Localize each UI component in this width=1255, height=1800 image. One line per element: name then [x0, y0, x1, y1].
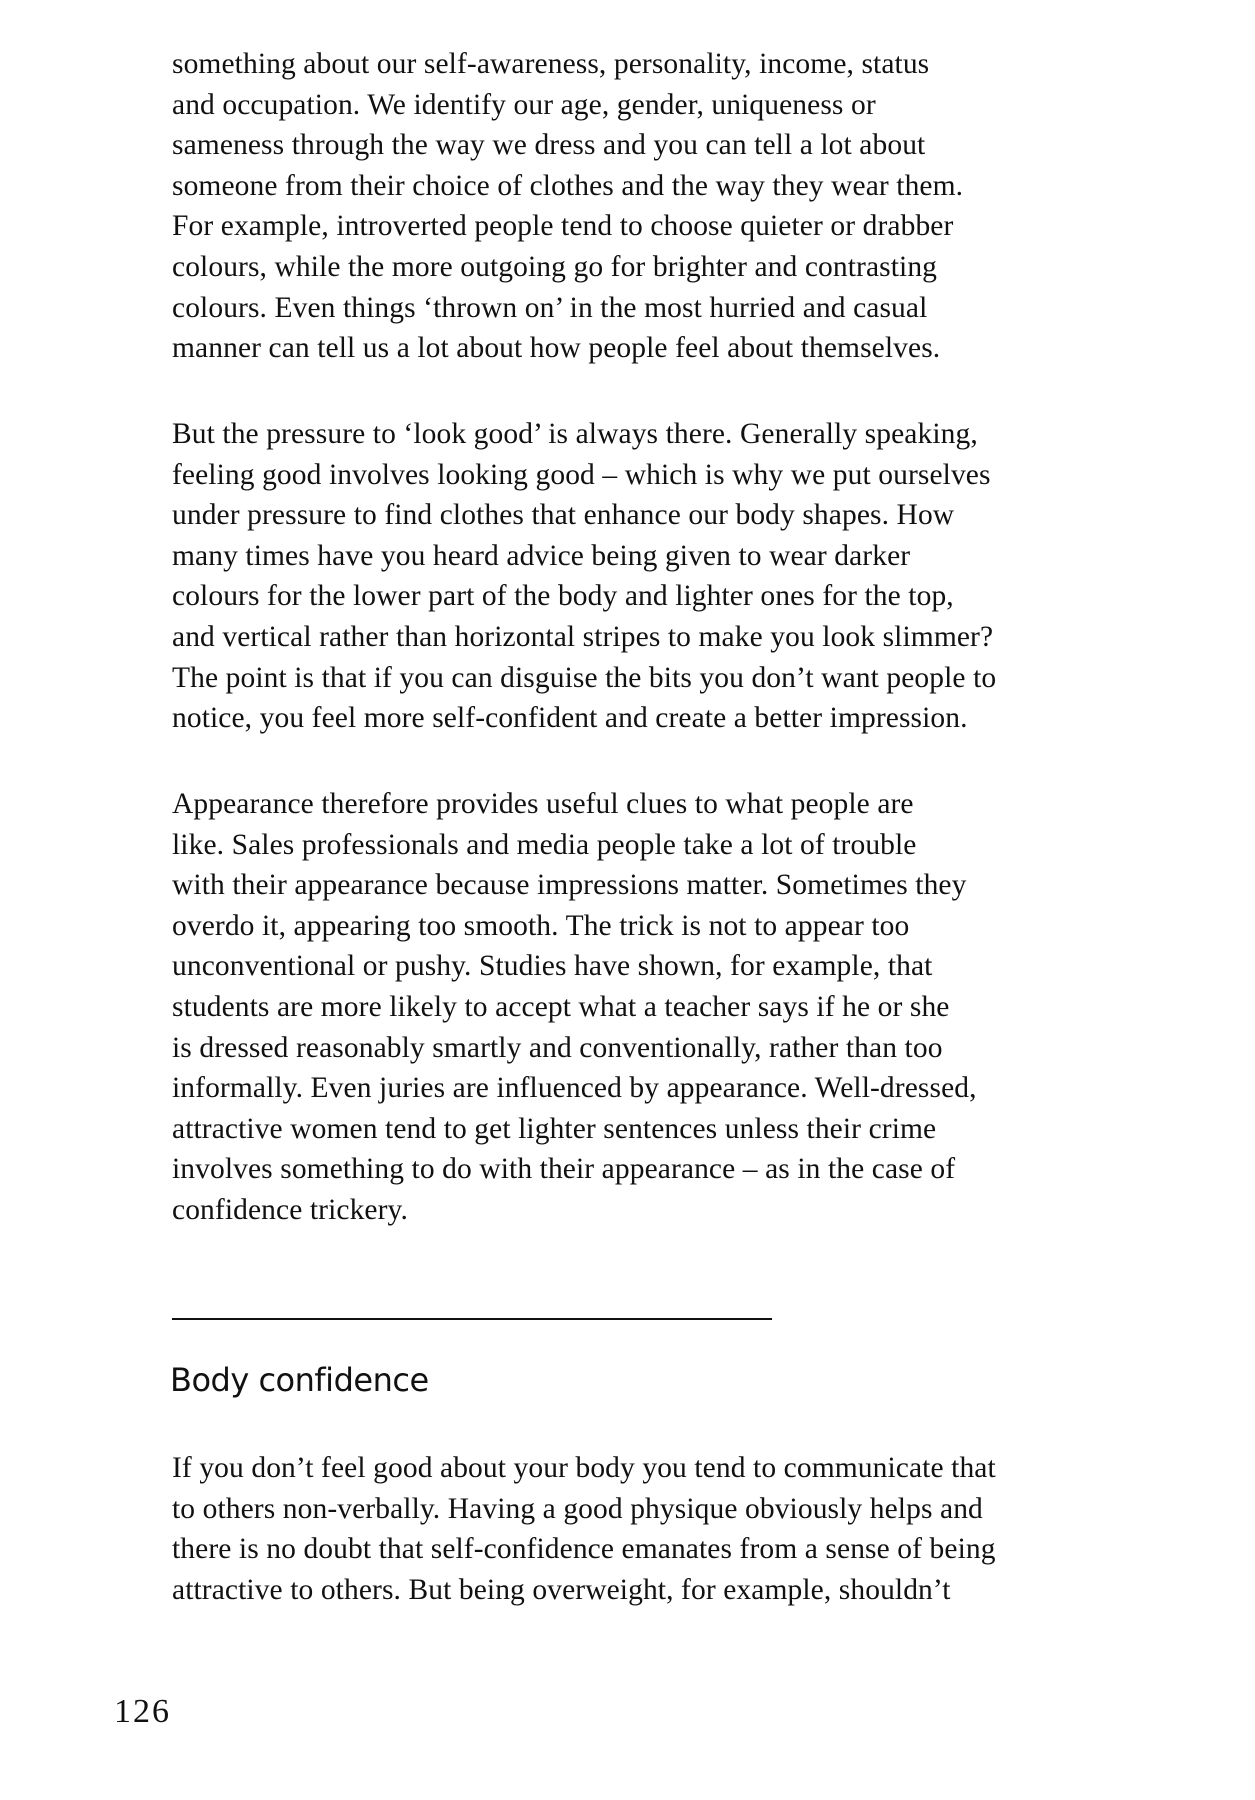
text-line: colours. Even things ‘thrown on’ in the most hurried and casual: [172, 291, 928, 324]
text-line: like. Sales professionals and media people take a lot of trouble: [172, 828, 917, 861]
text-line: attractive women tend to get lighter sentences unless their crime: [172, 1112, 937, 1145]
text-line: many times have you heard advice being given to wear darker: [172, 539, 911, 572]
text-line: someone from their choice of clothes and the way they wear them.: [172, 169, 964, 202]
section-divider: [172, 1318, 772, 1320]
paragraph-4: [172, 1448, 1147, 1610]
text-line: manner can tell us a lot about how people feel about themselves.: [172, 332, 941, 365]
text-line: confidence trickery.: [172, 1193, 408, 1226]
text-line: under pressure to find clothes that enhance our body shapes. How: [172, 499, 955, 532]
section-heading: Body confidence: [170, 1361, 429, 1399]
text-line: something about our self-awareness, personality, income, status: [172, 48, 930, 80]
text-line: sameness through the way we dress and you can tell a lot about: [172, 129, 926, 162]
text-line: notice, you feel more self-confident and create a better impression.: [172, 702, 968, 735]
text-line: unconventional or pushy. Studies have shown, for example, that: [172, 950, 933, 983]
text-line: to others non-verbally. Having a good physique obviously helps and: [172, 1492, 983, 1525]
text-line: attractive to others. But being overweight, for example, shouldn’t: [172, 1573, 951, 1606]
text-line: The point is that if you can disguise the bits you don’t want people to: [172, 661, 997, 694]
text-line: Appearance therefore provides useful clues to what people are: [172, 788, 914, 820]
text-line: colours, while the more outgoing go for brighter and contrasting: [172, 250, 938, 283]
text-line: involves something to do with their appearance – as in the case of: [172, 1153, 956, 1186]
paragraph-3: [172, 784, 1147, 1231]
text-line: overdo it, appearing too smooth. The trick is not to appear too: [172, 909, 910, 942]
text-line: there is no doubt that self-confidence emanates from a sense of being: [172, 1533, 996, 1566]
text-line: feeling good involves looking good – which is why we put ourselves: [172, 458, 991, 491]
paragraph-2: [172, 414, 1147, 739]
text-line: informally. Even juries are influenced by appearance. Well-dressed,: [172, 1072, 977, 1105]
page-number: 126: [114, 1693, 171, 1730]
text-line: and occupation. We identify our age, gender, uniqueness or: [172, 88, 876, 121]
text-line: For example, introverted people tend to choose quieter or drabber: [172, 210, 954, 243]
text-line: and vertical rather than horizontal stripes to make you look slimmer?: [172, 620, 994, 653]
text-line: If you don’t feel good about your body you tend to communicate that: [172, 1452, 996, 1484]
paragraph-1: [172, 44, 1147, 369]
text-line: But the pressure to ‘look good’ is always there. Generally speaking,: [172, 418, 978, 450]
text-line: colours for the lower part of the body and lighter ones for the top,: [172, 580, 954, 613]
text-line: students are more likely to accept what a teacher says if he or she: [172, 990, 950, 1023]
text-line: with their appearance because impressions matter. Sometimes they: [172, 869, 967, 902]
text-line: is dressed reasonably smartly and conventionally, rather than too: [172, 1031, 943, 1064]
